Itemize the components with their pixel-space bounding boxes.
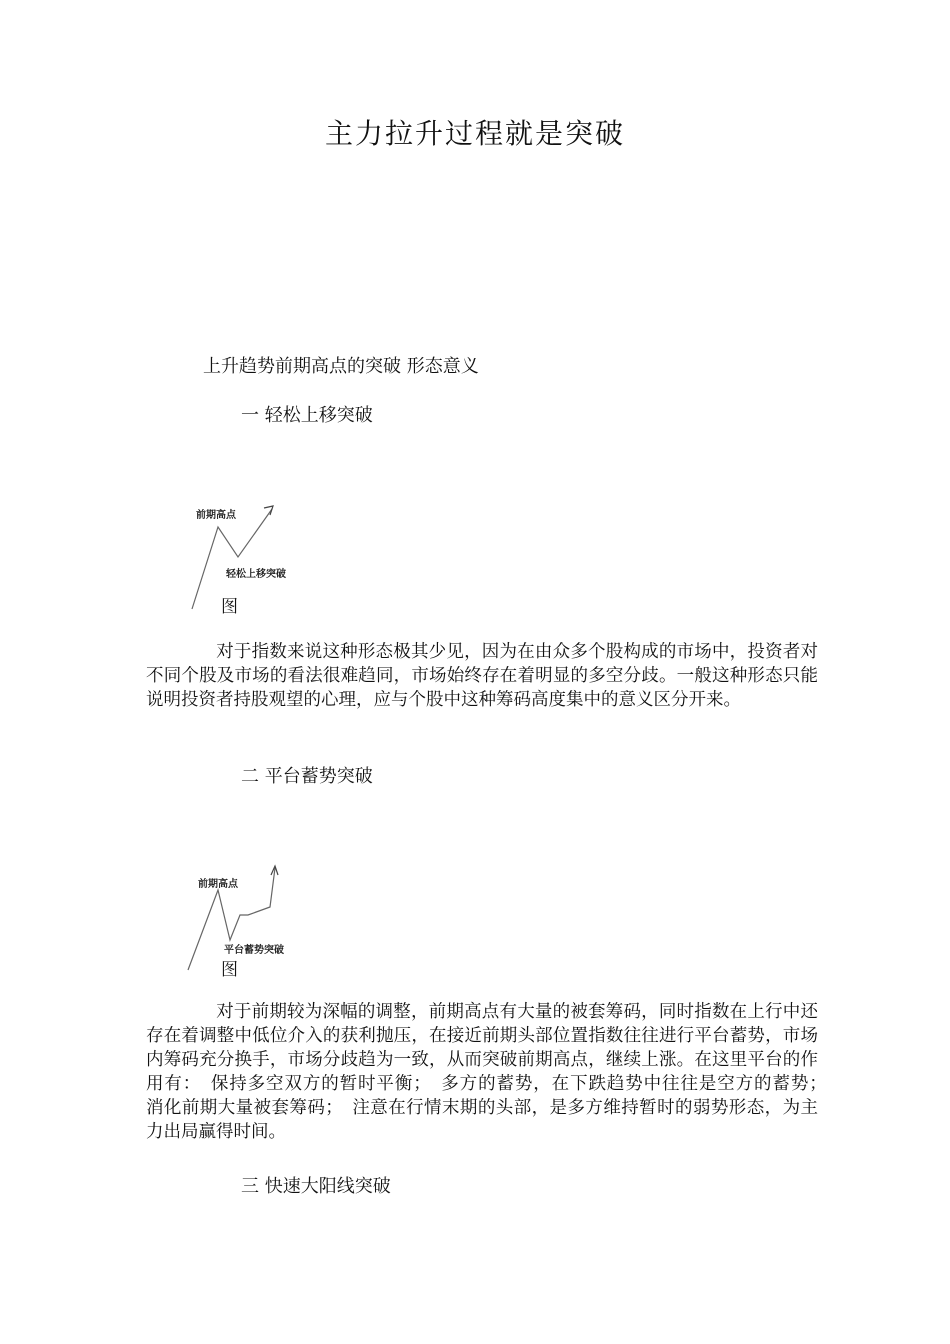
figure-1-caption: 图: [221, 597, 238, 617]
figure-1-label-high: 前期高点: [196, 510, 236, 521]
figure-2-caption: 图: [221, 960, 238, 980]
page-title: 主力拉升过程就是突破: [324, 117, 625, 150]
section-heading-2: 二 平台蓄势突破: [241, 766, 373, 787]
paragraph-2: [146, 1000, 836, 1144]
figure-2-label-break: 平台蓄势突破: [224, 945, 284, 956]
figure-1-label-break: 轻松上移突破: [226, 569, 286, 580]
figure-2-label-high: 前期高点: [198, 879, 238, 890]
subtitle: 上升趋势前期高点的突破 形态意义: [203, 356, 479, 377]
paragraph-1: [146, 640, 818, 712]
section-heading-1: 一 轻松上移突破: [241, 405, 373, 426]
paragraph-2-text: 对于前期较为深幅的调整，前期高点有大量的被套筹码，同时指数在上行中还存在着调整中低位介入的获利抛压，在接近前期头部位置指数往往进行平台蓄势，市场内筹码充分换手，市场分歧趋为一致，从而突破前期高点，继续上涨。在这里平台的作用有： 保持多空双方的暂时平衡； 多方的蓄势，在下跌趋势中往往是空方的蓄势； 消化前期大量被套筹码； 注意在行情末期的头部，是多方维持暂时的弱势形态，为主力出局赢得时间。: [146, 1002, 836, 1142]
paragraph-1-text: 对于指数来说这种形态极其少见，因为在由众多个股构成的市场中，投资者对不同个股及市场的看法很难趋同，市场始终存在着明显的多空分歧。一般这种形态只能说明投资者持股观望的心理，应与个股中这种筹码高度集中的意义区分开来。: [146, 642, 818, 710]
section-heading-3: 三 快速大阳线突破: [241, 1176, 391, 1197]
